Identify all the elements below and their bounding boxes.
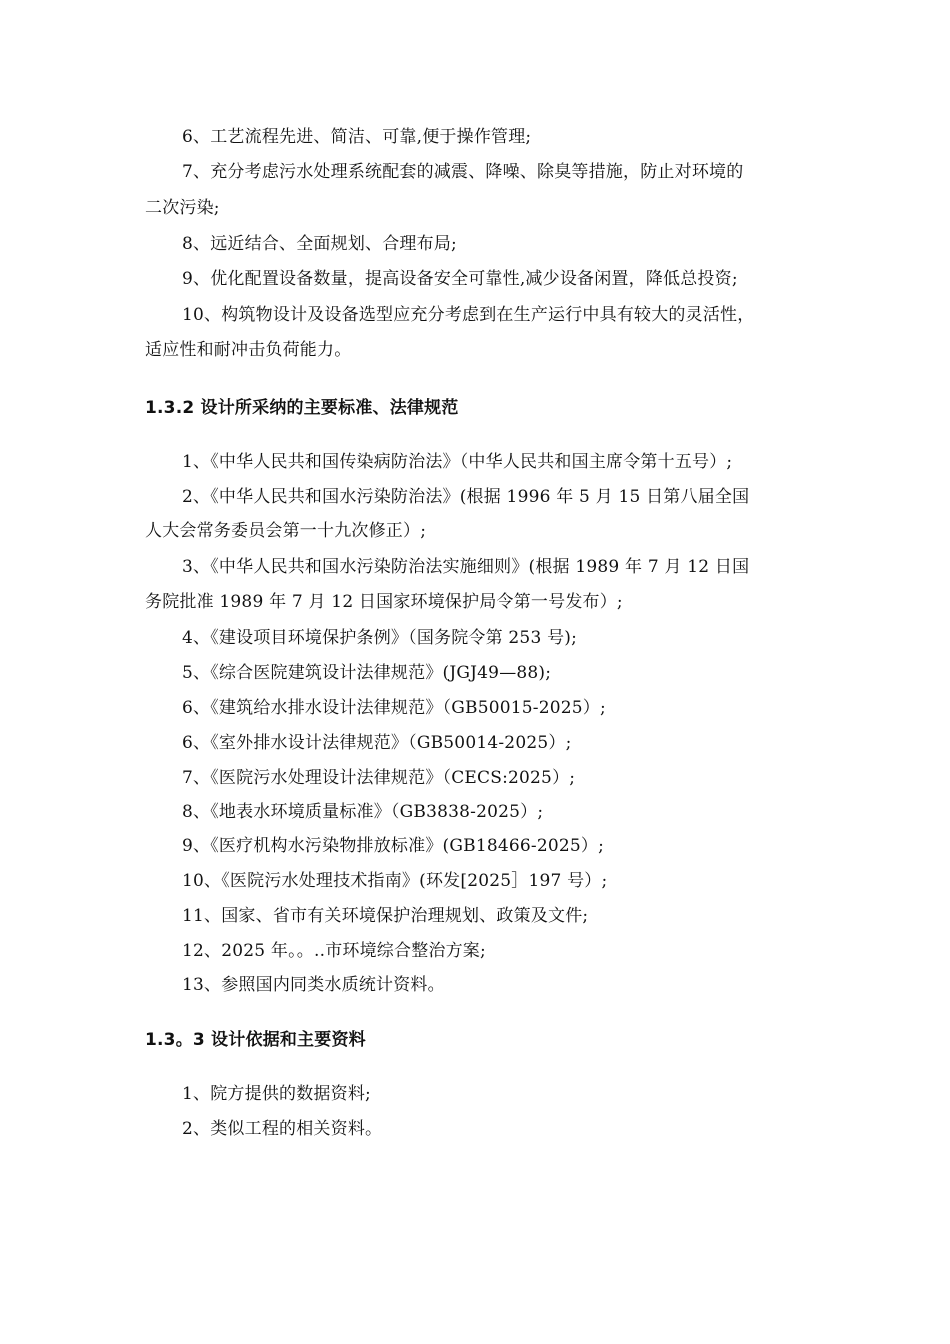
list-item: 1、《中华人民共和国传染病防治法》（中华人民共和国主席令第十五号）; bbox=[182, 452, 733, 472]
list-item: 7、充分考虑污水处理系统配套的减震、降噪、除臭等措施，防止对环境的 bbox=[182, 162, 744, 182]
list-item: 2、《中华人民共和国水污染防治法》(根据 1996 年 5 月 15 日第八届全国 bbox=[182, 487, 750, 507]
list-item: 13、参照国内同类水质统计资料。 bbox=[182, 975, 445, 995]
section-heading: 1.3。3 设计依据和主要资料 bbox=[145, 1030, 366, 1050]
list-item: 11、国家、省市有关环境保护治理规划、政策及文件; bbox=[182, 906, 589, 926]
section-heading: 1.3.2 设计所采纳的主要标准、法律规范 bbox=[145, 398, 459, 418]
list-item: 7、《医院污水处理设计法律规范》（CECS:2025）; bbox=[182, 768, 576, 788]
list-item: 4、《建设项目环境保护条例》（国务院令第 253 号); bbox=[182, 628, 578, 648]
list-item: 8、《地表水环境质量标准》（GB3838-2025）; bbox=[182, 802, 544, 822]
list-item: 9、优化配置设备数量，提高设备安全可靠性,减少设备闲置，降低总投资; bbox=[182, 269, 738, 289]
list-item: 10、构筑物设计及设备选型应充分考虑到在生产运行中具有较大的灵活性， bbox=[182, 305, 755, 325]
list-item-continuation: 人大会常务委员会第一十九次修正）; bbox=[145, 521, 427, 541]
list-item-continuation: 二次污染; bbox=[145, 198, 220, 218]
list-item-continuation: 适应性和耐冲击负荷能力。 bbox=[145, 340, 352, 360]
list-item: 8、远近结合、全面规划、合理布局; bbox=[182, 234, 457, 254]
list-item: 12、2025 年。。..市环境综合整治方案; bbox=[182, 941, 486, 961]
list-item-continuation: 务院批准 1989 年 7 月 12 日国家环境保护局令第一号发布）; bbox=[145, 592, 623, 612]
list-item: 5、《综合医院建筑设计法律规范》(JGJ49—88); bbox=[182, 663, 552, 683]
list-item: 10、《医院污水处理技术指南》(环发[2025］197 号）; bbox=[182, 871, 608, 891]
list-item: 6、《室外排水设计法律规范》（GB50014-2025）; bbox=[182, 733, 572, 753]
list-item: 6、工艺流程先进、简洁、可靠,便于操作管理; bbox=[182, 127, 532, 147]
list-item: 3、《中华人民共和国水污染防治法实施细则》(根据 1989 年 7 月 12 日国 bbox=[182, 557, 750, 577]
list-item: 6、《建筑给水排水设计法律规范》（GB50015-2025）; bbox=[182, 698, 606, 718]
list-item: 9、《医疗机构水污染物排放标准》(GB18466-2025）; bbox=[182, 836, 605, 856]
list-item: 2、类似工程的相关资料。 bbox=[182, 1119, 383, 1139]
list-item: 1、院方提供的数据资料; bbox=[182, 1084, 371, 1104]
